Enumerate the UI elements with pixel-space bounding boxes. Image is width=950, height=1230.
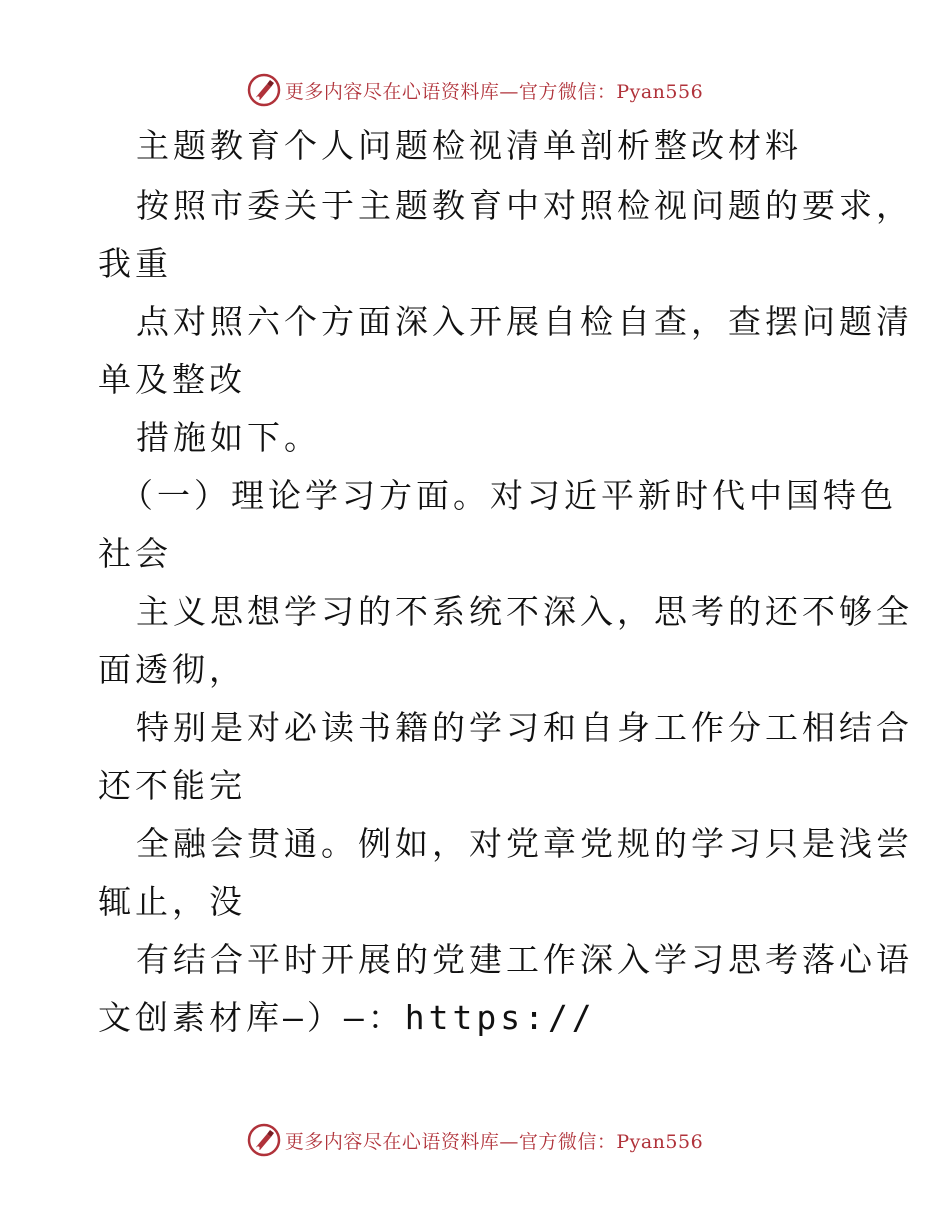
- pen-logo-icon: [247, 73, 281, 107]
- footer-banner-text: 更多内容尽在心语资料库—官方微信：Pyan556: [284, 1130, 704, 1153]
- doc-line: 点对照六个方面深入开展自检自查，查摆问题清: [136, 302, 913, 341]
- pen-logo-icon: [247, 1123, 281, 1157]
- doc-line: 有结合平时开展的党建工作深入学习思考落心语: [136, 940, 913, 979]
- doc-line: （一）理论学习方面。对习近平新时代中国特色: [120, 476, 897, 515]
- footer-banner: [0, 1120, 950, 1160]
- doc-line: 文创素材库—）—：https://: [98, 998, 596, 1037]
- doc-line: 措施如下。: [136, 418, 321, 457]
- doc-line: 我重: [98, 244, 172, 283]
- doc-line: 辄止，没: [98, 882, 246, 921]
- doc-line: 主义思想学习的不系统不深入，思考的还不够全: [136, 592, 913, 631]
- doc-line: 全融会贯通。例如，对党章党规的学习只是浅尝: [136, 824, 913, 863]
- doc-line: 还不能完: [98, 766, 246, 805]
- header-banner-text: 更多内容尽在心语资料库—官方微信：Pyan556: [284, 80, 704, 103]
- doc-line: 单及整改: [98, 360, 246, 399]
- doc-line: 面透彻，: [98, 650, 246, 689]
- doc-line: 社会: [98, 534, 172, 573]
- doc-title: 主题教育个人问题检视清单剖析整改材料: [136, 126, 802, 165]
- doc-line: 特别是对必读书籍的学习和自身工作分工相结合: [136, 708, 913, 747]
- doc-line: 按照市委关于主题教育中对照检视问题的要求，: [136, 186, 913, 225]
- header-banner: [0, 70, 950, 110]
